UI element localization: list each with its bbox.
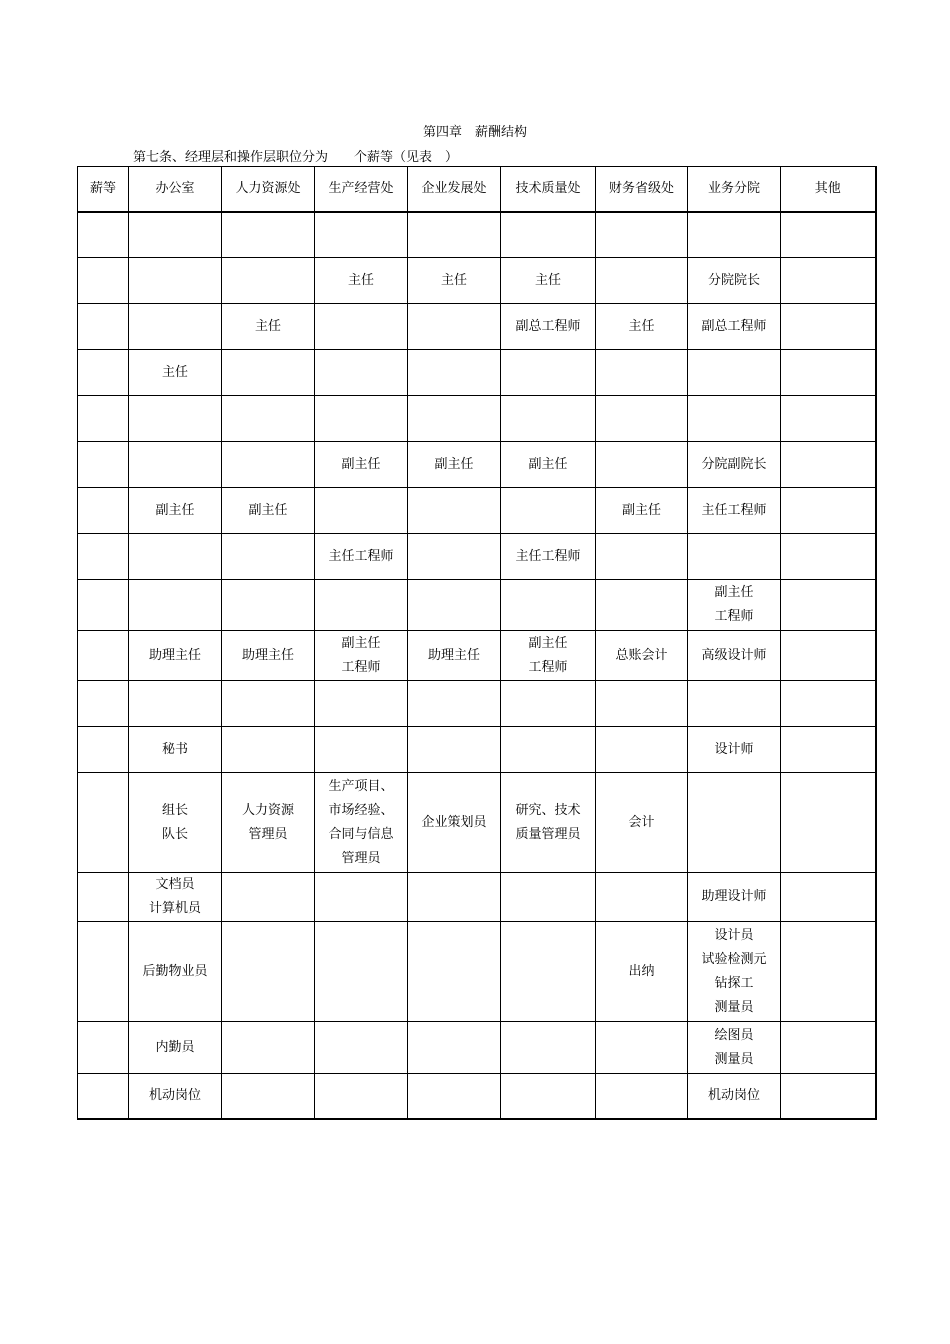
table-cell <box>129 631 222 681</box>
table-cell <box>129 1074 222 1119</box>
table-cell <box>129 922 222 1022</box>
table-row <box>78 442 876 488</box>
table-cell <box>596 773 688 873</box>
table-cell <box>781 258 876 304</box>
table-cell <box>501 681 596 727</box>
table-cell <box>315 631 408 681</box>
table-cell <box>222 580 315 631</box>
table-cell <box>129 212 222 258</box>
cell-text: 市场经验、 <box>328 802 394 818</box>
cell-text: 测量员 <box>714 1051 754 1067</box>
header-grade: 薪等 <box>78 167 129 212</box>
table-cell <box>408 258 501 304</box>
table-row <box>78 1022 876 1074</box>
table-cell <box>596 304 688 350</box>
table-cell <box>78 488 129 534</box>
table-cell <box>315 442 408 488</box>
table-cell <box>596 534 688 580</box>
cell-text: 主任工程师 <box>328 548 394 564</box>
table-cell <box>222 212 315 258</box>
table-cell <box>596 1074 688 1119</box>
table-cell <box>222 304 315 350</box>
table-cell <box>596 258 688 304</box>
header-tech-quality: 技术质量处 <box>501 167 596 212</box>
table-cell <box>78 922 129 1022</box>
table-cell <box>315 534 408 580</box>
cell-text: 设计员 <box>714 927 754 943</box>
cell-text: 助理主任 <box>148 647 201 663</box>
cell-text: 设计师 <box>714 741 754 757</box>
cell-text: 绘图员 <box>714 1027 754 1043</box>
cell-text: 助理设计师 <box>701 889 767 904</box>
table-cell <box>78 1022 129 1074</box>
table-cell <box>596 488 688 534</box>
table-cell <box>129 304 222 350</box>
cell-text: 副主任 <box>341 635 381 651</box>
table-cell <box>78 212 129 258</box>
table-cell <box>222 442 315 488</box>
cell-text: 副总工程师 <box>701 318 767 334</box>
table-cell <box>129 258 222 304</box>
cell-text: 主任工程师 <box>515 548 581 564</box>
header-finance: 财务省级处 <box>596 167 688 212</box>
table-cell <box>688 304 781 350</box>
table-cell <box>688 580 781 631</box>
table-cell <box>129 773 222 873</box>
table-cell <box>222 488 315 534</box>
table-cell <box>501 873 596 922</box>
table-cell <box>78 442 129 488</box>
table-cell <box>781 350 876 396</box>
table-cell <box>688 727 781 773</box>
cell-text: 主任工程师 <box>701 502 767 518</box>
table-cell <box>129 534 222 580</box>
table-cell <box>781 396 876 442</box>
table-cell <box>781 580 876 631</box>
cell-text: 研究、技术 <box>515 802 581 818</box>
table-cell <box>408 773 501 873</box>
table-cell <box>781 1022 876 1074</box>
table-cell <box>688 488 781 534</box>
table-cell <box>315 681 408 727</box>
table-cell <box>688 1074 781 1119</box>
cell-text: 总账会计 <box>615 647 668 663</box>
table-row <box>78 681 876 727</box>
table-cell <box>688 873 781 922</box>
cell-text: 企业策划员 <box>421 814 487 830</box>
header-branch: 业务分院 <box>688 167 781 212</box>
table-cell <box>129 580 222 631</box>
table-row <box>78 922 876 1022</box>
cell-text: 副主任 <box>434 456 474 472</box>
cell-text: 出纳 <box>628 963 655 979</box>
cell-text: 会计 <box>628 814 655 830</box>
table-cell <box>408 488 501 534</box>
cell-text: 助理主任 <box>241 647 294 663</box>
table-row <box>78 396 876 442</box>
cell-text: 分院副院长 <box>701 456 767 472</box>
chapter-title: 第四章 薪酬结构 <box>422 125 527 140</box>
table-cell <box>501 773 596 873</box>
table-cell <box>501 212 596 258</box>
cell-text: 质量管理员 <box>515 826 581 842</box>
table-cell <box>222 727 315 773</box>
table-cell <box>781 681 876 727</box>
cell-text: 管理员 <box>341 850 381 866</box>
cell-text: 主任 <box>161 364 188 380</box>
table-row <box>78 258 876 304</box>
table-cell <box>781 488 876 534</box>
table-cell <box>78 350 129 396</box>
cell-text: 助理主任 <box>427 647 480 663</box>
table-cell <box>501 534 596 580</box>
table-cell <box>501 922 596 1022</box>
table-cell <box>501 580 596 631</box>
table-row <box>78 488 876 534</box>
table-cell <box>781 773 876 873</box>
cell-text: 副主任 <box>155 502 195 518</box>
table-cell <box>315 1074 408 1119</box>
cell-text: 钻探工 <box>714 975 754 991</box>
header-hr: 人力资源处 <box>222 167 315 212</box>
table-cell <box>688 1022 781 1074</box>
table-cell <box>315 488 408 534</box>
table-cell <box>596 631 688 681</box>
table-cell <box>501 488 596 534</box>
cell-text: 主任 <box>254 318 281 334</box>
cell-text: 主任 <box>628 318 655 334</box>
table-cell <box>315 580 408 631</box>
table-cell <box>781 922 876 1022</box>
table-cell <box>781 727 876 773</box>
table-cell <box>781 1074 876 1119</box>
cell-text: 内勤员 <box>155 1039 195 1055</box>
table-cell <box>78 258 129 304</box>
table-cell <box>688 442 781 488</box>
table-cell <box>408 534 501 580</box>
table-cell <box>688 396 781 442</box>
cell-text: 副主任 <box>621 502 661 518</box>
table-cell <box>78 1074 129 1119</box>
table-cell <box>596 922 688 1022</box>
table-cell <box>315 350 408 396</box>
table-cell <box>408 442 501 488</box>
table-cell <box>315 1022 408 1074</box>
table-cell <box>315 773 408 873</box>
cell-text: 高级设计师 <box>701 647 767 663</box>
table-cell <box>688 258 781 304</box>
table-cell <box>781 212 876 258</box>
table-cell <box>501 727 596 773</box>
table-cell <box>78 580 129 631</box>
table-cell <box>315 873 408 922</box>
cell-text: 主任 <box>440 272 467 288</box>
header-other: 其他 <box>781 167 876 212</box>
table-cell <box>596 1022 688 1074</box>
cell-text: 机动岗位 <box>148 1087 201 1103</box>
cell-text: 计算机员 <box>148 901 201 916</box>
table-cell <box>129 442 222 488</box>
article-text: 第七条、经理层和操作层职位分为 个薪等（见表 ） <box>133 150 459 165</box>
table-cell <box>78 304 129 350</box>
table-cell <box>78 534 129 580</box>
table-cell <box>222 873 315 922</box>
table-cell <box>501 442 596 488</box>
table-cell <box>408 350 501 396</box>
table-cell <box>222 922 315 1022</box>
table-cell <box>501 396 596 442</box>
table-cell <box>222 631 315 681</box>
cell-text: 人力资源 <box>241 802 294 818</box>
cell-text: 组长 <box>161 802 188 818</box>
cell-text: 主任 <box>534 272 561 288</box>
cell-text: 工程师 <box>528 659 568 675</box>
cell-text: 秘书 <box>161 741 188 757</box>
table-cell <box>781 873 876 922</box>
table-row <box>78 350 876 396</box>
table-cell <box>129 350 222 396</box>
table-cell <box>781 631 876 681</box>
table-cell <box>408 1022 501 1074</box>
table-cell <box>688 773 781 873</box>
table-cell <box>688 212 781 258</box>
cell-text: 副主任 <box>528 456 568 472</box>
table-cell <box>315 727 408 773</box>
table-cell <box>315 304 408 350</box>
header-office: 办公室 <box>129 167 222 212</box>
table-cell <box>129 396 222 442</box>
table-cell <box>596 212 688 258</box>
header-production: 生产经营处 <box>315 167 408 212</box>
table-cell <box>408 873 501 922</box>
table-cell <box>129 727 222 773</box>
cell-text: 管理员 <box>248 826 288 842</box>
table-cell <box>315 922 408 1022</box>
cell-text: 副主任 <box>341 456 381 472</box>
table-cell <box>129 681 222 727</box>
cell-text: 后勤物业员 <box>142 963 208 979</box>
table-row <box>78 873 876 922</box>
table-cell <box>688 681 781 727</box>
table-cell <box>408 727 501 773</box>
table-cell <box>781 442 876 488</box>
table-row <box>78 534 876 580</box>
table-cell <box>781 534 876 580</box>
table-cell <box>129 488 222 534</box>
table-cell <box>78 873 129 922</box>
table-cell <box>408 922 501 1022</box>
cell-text: 分院院长 <box>707 272 760 288</box>
cell-text: 试验检测元 <box>701 951 767 967</box>
cell-text: 工程师 <box>714 609 754 624</box>
cell-text: 副总工程师 <box>515 318 581 334</box>
table-cell <box>688 922 781 1022</box>
table-cell <box>596 442 688 488</box>
table-cell <box>129 873 222 922</box>
cell-text: 队长 <box>161 826 188 842</box>
table-cell <box>501 350 596 396</box>
table-cell <box>596 580 688 631</box>
salary-grade-table <box>77 166 877 1120</box>
table-row <box>78 304 876 350</box>
table-cell <box>78 631 129 681</box>
table-cell <box>222 396 315 442</box>
table-cell <box>501 1074 596 1119</box>
cell-text: 文档员 <box>155 877 195 892</box>
cell-text: 生产项目、 <box>328 778 394 794</box>
table-cell <box>688 631 781 681</box>
table-cell <box>129 1022 222 1074</box>
table-row <box>78 773 876 873</box>
table-cell <box>315 396 408 442</box>
cell-text: 机动岗位 <box>707 1087 760 1103</box>
cell-text: 工程师 <box>341 659 381 675</box>
table-cell <box>78 681 129 727</box>
table-cell <box>781 304 876 350</box>
table-cell <box>222 258 315 304</box>
table-cell <box>408 212 501 258</box>
table-cell <box>78 727 129 773</box>
table-cell <box>596 396 688 442</box>
table-cell <box>408 1074 501 1119</box>
table-cell <box>596 727 688 773</box>
table-row <box>78 212 876 258</box>
cell-text: 副主任 <box>714 585 754 600</box>
table-cell <box>315 258 408 304</box>
table-cell <box>78 773 129 873</box>
table-cell <box>408 304 501 350</box>
cell-text: 副主任 <box>248 502 288 518</box>
table-cell <box>501 304 596 350</box>
table-cell <box>315 212 408 258</box>
table-cell <box>501 1022 596 1074</box>
table-cell <box>408 396 501 442</box>
table-cell <box>78 396 129 442</box>
table-cell <box>408 580 501 631</box>
table-cell <box>501 631 596 681</box>
table-cell <box>222 773 315 873</box>
cell-text: 副主任 <box>528 635 568 651</box>
cell-text: 合同与信息 <box>328 826 394 842</box>
table-cell <box>222 350 315 396</box>
table-cell <box>501 258 596 304</box>
table-cell <box>596 350 688 396</box>
table-cell <box>222 681 315 727</box>
table-cell <box>222 534 315 580</box>
table-cell <box>596 873 688 922</box>
table-row <box>78 727 876 773</box>
table-cell <box>408 631 501 681</box>
cell-text: 主任 <box>347 272 374 288</box>
table-cell <box>408 681 501 727</box>
table-cell <box>222 1022 315 1074</box>
table-row <box>78 631 876 681</box>
table-row <box>78 1074 876 1119</box>
cell-text: 测量员 <box>714 999 754 1015</box>
header-development: 企业发展处 <box>408 167 501 212</box>
table-cell <box>596 681 688 727</box>
table-cell <box>688 534 781 580</box>
table-cell <box>688 350 781 396</box>
table-row <box>78 580 876 631</box>
table-cell <box>222 1074 315 1119</box>
